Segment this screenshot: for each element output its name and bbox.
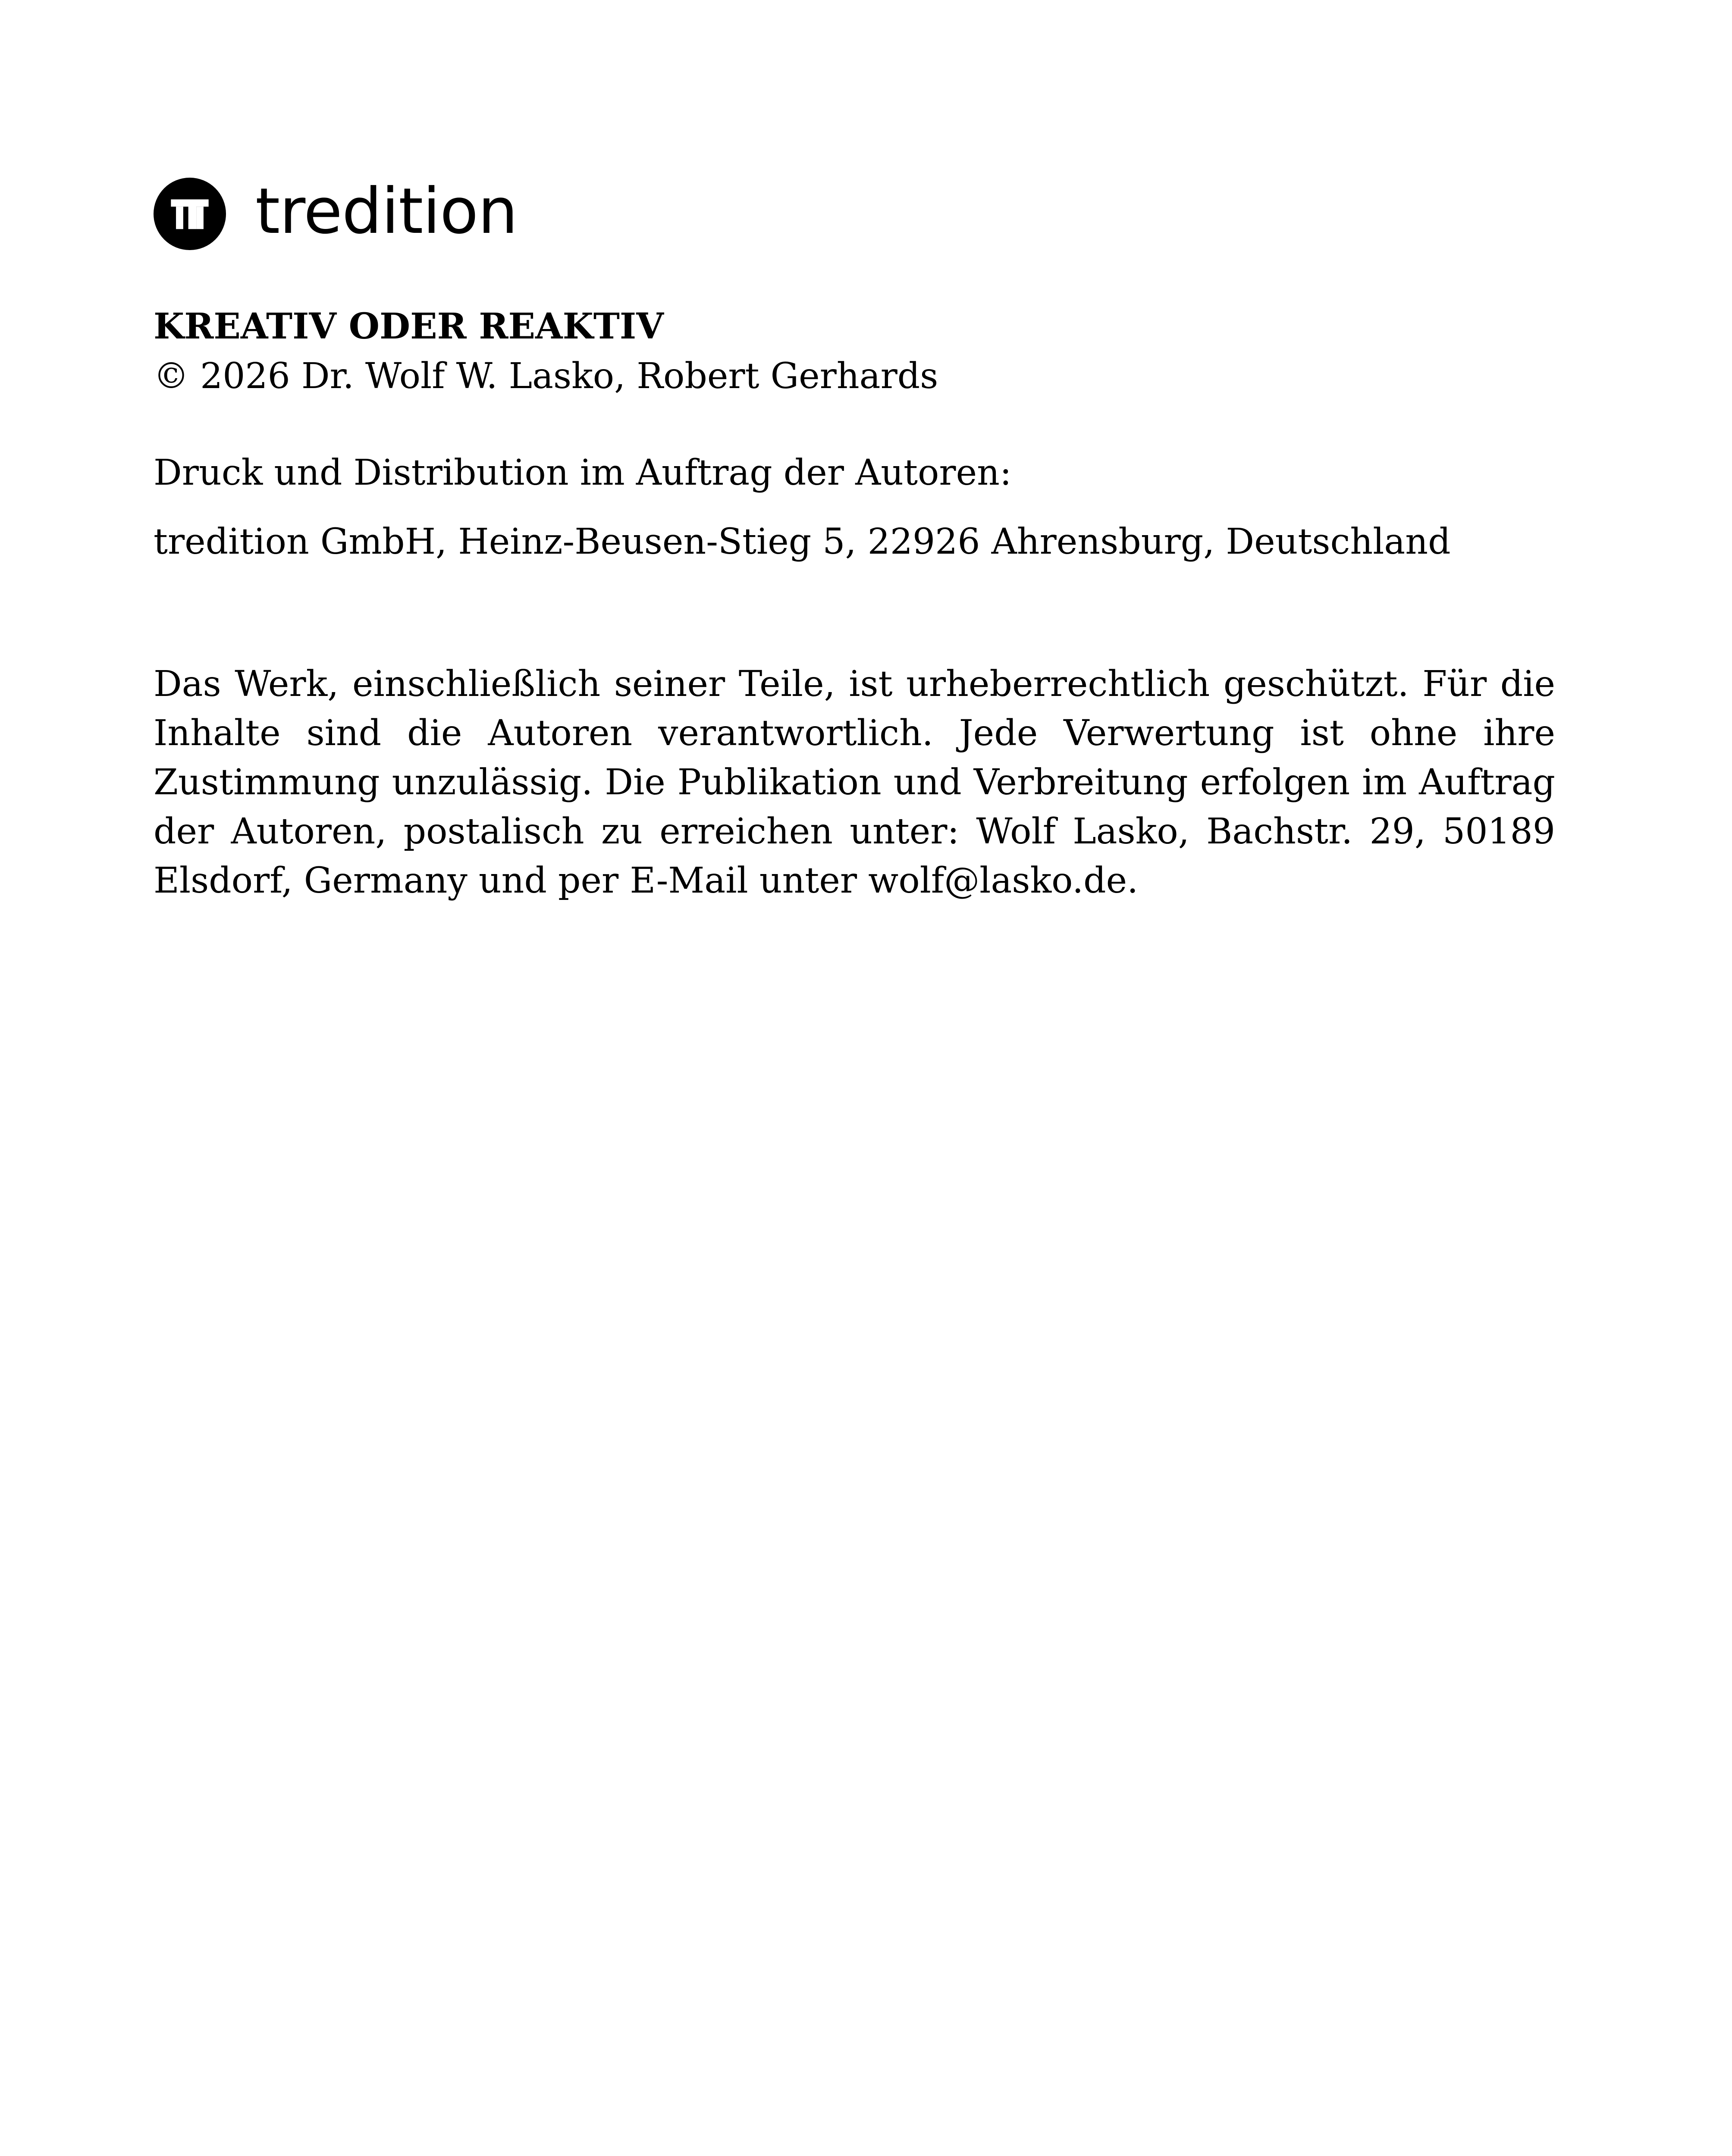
- publisher-logo-text: tredition: [255, 175, 518, 248]
- publisher-address: tredition GmbH, Heinz-Beusen-Stieg 5, 22926 Ahrensburg, Deutschland: [154, 521, 1451, 562]
- legal-notice: Das Werk, einschließlich seiner Teile, ist urheberrechtlich geschützt. Für die Inhalte sind die Autoren verantwortlich. Jede Verwertung ist ohne ihre Zustimmung unzulässig. Die Publikation und Verbreitung erfolgen im Auftrag der Autoren, postalisch zu erreichen unter: Wolf Lasko, Bachstr. 29, 50189 Elsdorf, Germany und per E-Mail unter wolf@lasko.de.: [154, 664, 1555, 901]
- distribution-line: Druck und Distribution im Auftrag der Autoren:: [154, 452, 1012, 493]
- tredition-mark-icon: [154, 178, 226, 250]
- tredition-logo: [154, 175, 518, 253]
- copyright-line: © 2026 Dr. Wolf W. Lasko, Robert Gerhards: [154, 356, 938, 397]
- book-title: KREATIV ODER REAKTIV: [154, 306, 664, 347]
